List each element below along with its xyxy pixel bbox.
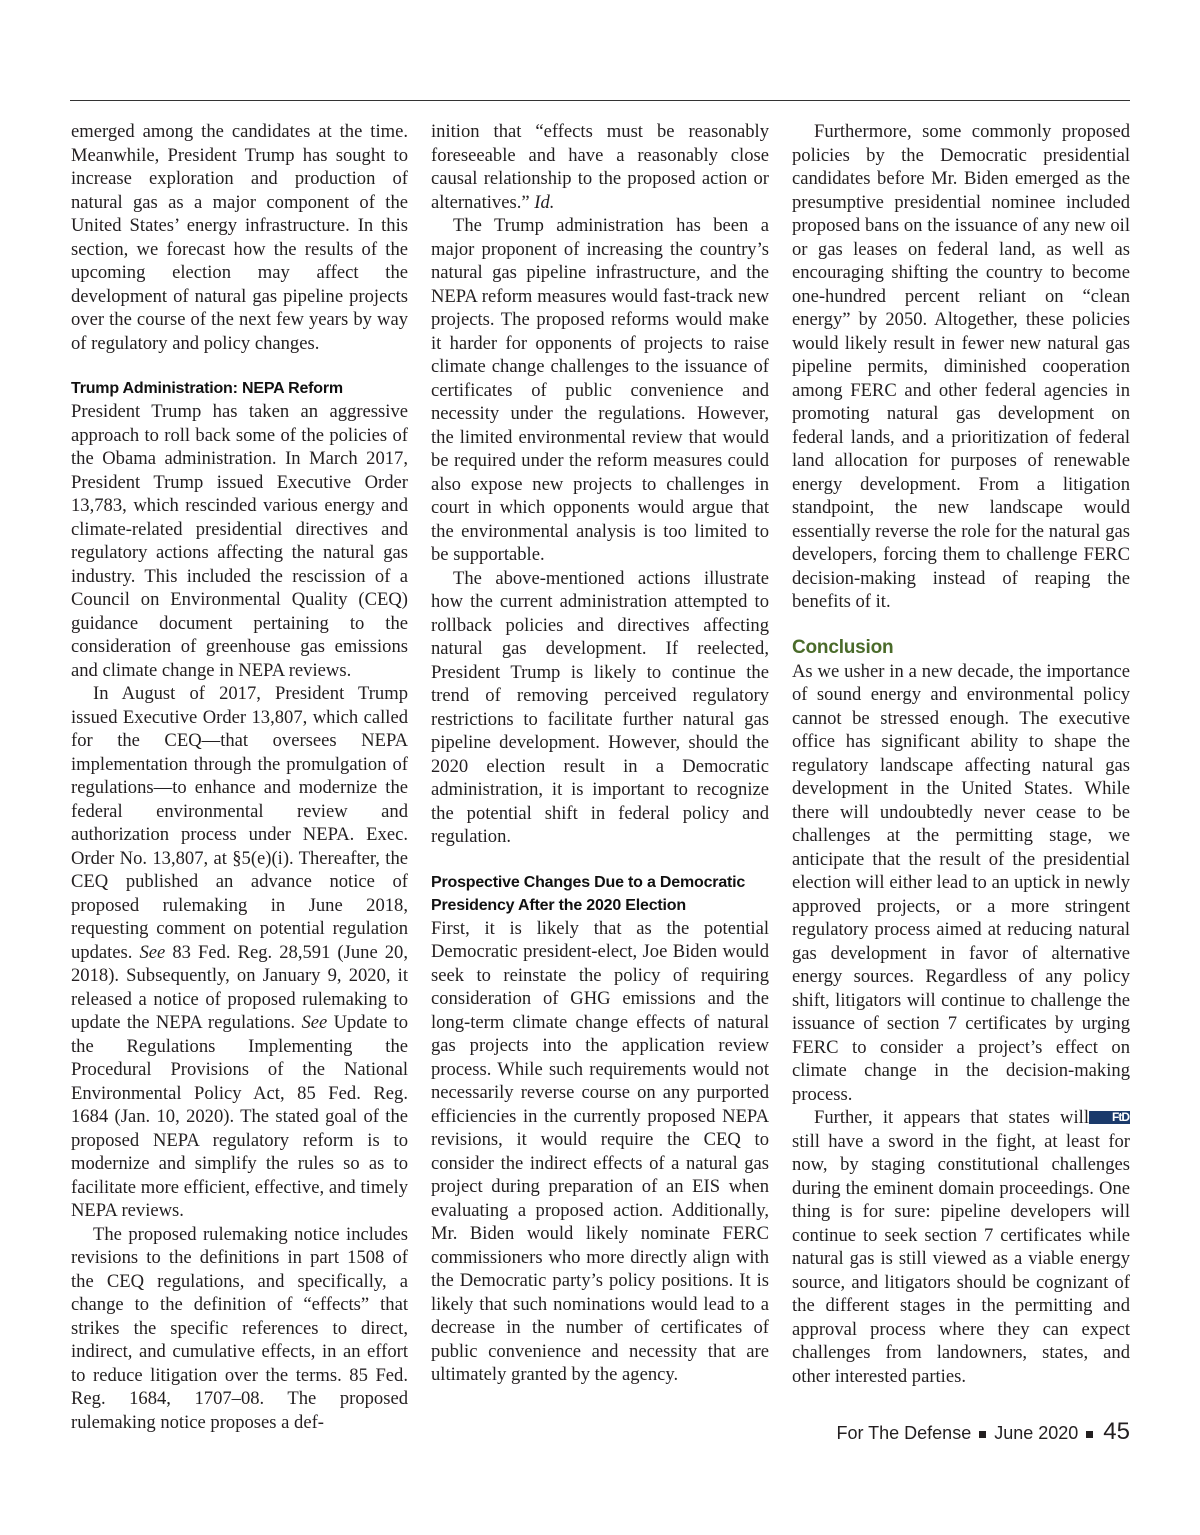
- top-rule: [70, 100, 1130, 101]
- paragraph: President Trump has taken an aggressive approach to roll back some of the policies of the Obama administration. In March 2017, President Trump issued Executive Order 13,783, which rescinded various energy and climate-related presidential directives and regulatory actions affecting the natural gas industry. This included the rescission of a Council on Environmental Quality (CEQ) guidance document pertaining to the consideration of greenhouse gas emissions and climate change in NEPA reviews.: [71, 401, 408, 681]
- paragraph: In August of 2017, President Trump issued Executive Order 13,807, which called for the CEQ—that oversees NEPA implementation through the promulgation of regulations—to enhance and modernize the federal environmental review and authorization process under NEPA. Exec. Order No. 13,807, at §5(e)(i). Thereafter, the CEQ published an advance notice of proposed rulemaking in June 2018, requesting comment on potential regulation updates. See 83 Fed. Reg. 28,591 (June 20, 2018). Subsequently, on January 9, 2020, it released a notice of proposed rulemaking to update the NEPA regulations. See Update to the Regulations Implementing the Procedural Provisions of the National Environmental Policy Act, 85 Fed. Reg. 1684 (Jan. 10, 2020). The stated goal of the proposed NEPA regulatory reform is to modernize and simplify the rules so as to facilitate more efficient, effective, and timely NEPA reviews.: [71, 683, 409, 1221]
- column-3: [792, 120, 1130, 1388]
- end-mark-logo: FtD: [1089, 1111, 1130, 1124]
- separator-square-icon: [1086, 1431, 1093, 1438]
- paragraph: The proposed rulemaking notice includes revisions to the definitions in part 1508 of the CEQ regulations, and specifically, a change to the definition of “effects” that strikes the specific references to direct, indirect, and cumulative effects, in an effort to reduce litigation over the terms. 85 Fed. Reg. 1684, 1707–08. The proposed rulemaking notice proposes a def-: [71, 1223, 408, 1433]
- paragraph: Furthermore, some commonly proposed policies by the Democratic presidential candidates before Mr. Biden emerged as the presumptive presidential nominee included proposed bans on the issuance of any new oil or gas leases on federal land, as well as encouraging shifting the country to become one-hundred percent reliant on “clean energy” by 2050. Altogether, these policies would likely result in fewer new natural gas pipeline permits, diminished cooperation among FERC and other federal agencies in promoting natural gas development on federal lands, and a prioritization of federal land allocation for purposes of renewable energy development. From a litigation standpoint, the new landscape would essentially reverse the role for the natural gas developers, forcing them to challenge FERC decision-making instead of reaping the benefits of it.: [792, 121, 1130, 612]
- page-number: 45: [1103, 1418, 1130, 1445]
- paragraph: The Trump administration has been a major proponent of increasing the country’s natural gas pipeline infrastructure, and the NEPA reform measures would fast-track new projects. The proposed reforms would make it harder for opponents of projects to raise climate change challenges to the issuance of certificates of public convenience and necessity under the regulations. However, the limited environmental review that would be required under the reform measures could also expose new projects to challenges in court in which opponents would argue that the environmental analysis is too limited to be supportable.: [431, 215, 769, 565]
- paragraph: FtD Further, it appears that states will still have a sword in the fight, at least for now, by staging constitutional challenges during the eminent domain proceedings. One thing is for sure: pipeline developers will continue to seek section 7 certificates while natural gas is still viewed as a viable energy source, and litigators should be cognizant of the different stages in the permitting and approval process where they can expect challenges from landowners, states, and other interested parties.: [792, 1107, 1130, 1387]
- page-footer: [836, 1418, 1130, 1446]
- section-heading: Prospective Changes Due to a Democratic Presidency After the 2020 Election: [431, 873, 746, 914]
- conclusion-heading: Conclusion: [792, 636, 894, 658]
- column-2: [431, 120, 769, 1387]
- paragraph: As we usher in a new decade, the importance of sound energy and environmental policy cannot be stressed enough. The executive office has significant ability to shape the regulatory landscape affecting natural gas development in the United States. While there will undoubtedly never cease to be challenges at the permitting stage, we anticipate that the result of the presidential election will either lead to an uptick in newly approved projects, or a more stringent regulatory process aimed at reducing natural gas development in favor of alternative energy sources. Regardless of any policy shift, litigators will continue to challenge the issuance of section 7 certificates by urging FERC to consider a project’s effect on climate change in the decision-making process.: [792, 660, 1130, 1105]
- issue-date: June 2020: [994, 1423, 1079, 1443]
- column-1: [71, 120, 408, 1434]
- paragraph: First, it is likely that as the potential Democratic president-elect, Joe Biden would seek to reinstate the policy of requiring consideration of GHG emissions and the long-term climate change effects of natural gas projects into the application review process. While such requirements would not necessarily reverse course on any purported efficiencies in the currently proposed NEPA revisions, it would require the CEQ to consider the indirect effects of a natural gas project during preparation of an EIS when evaluating a proposed action. Additionally, Mr. Biden would likely nominate FERC commissioners who more directly align with the Democratic party’s policy positions. It is likely that such nominations would lead to a decrease in the number of certificates of public convenience and necessity that are ultimately granted by the agency.: [431, 917, 769, 1385]
- publication-name: For The Defense: [836, 1423, 972, 1443]
- section-heading: Trump Administration: NEPA Reform: [71, 380, 343, 397]
- separator-square-icon: [979, 1431, 986, 1438]
- paragraph: emerged among the candidates at the time. Meanwhile, President Trump has sought to increase exploration and production of natural gas as a major component of the United States’ energy infrastructure. In this section, we forecast how the results of the upcoming election may affect the development of natural gas pipeline projects over the course of the next few years by way of regulatory and policy changes.: [71, 121, 408, 354]
- paragraph: inition that “effects must be reasonably foreseeable and have a reasonably close causal relationship to the proposed action or alternatives.” Id.: [431, 121, 769, 213]
- paragraph: The above-mentioned actions illustrate how the current administration attempted to rollback policies and directives affecting natural gas development. If reelected, President Trump is likely to continue the trend of removing perceived regulatory restrictions to facilitate further natural gas pipeline development. However, should the 2020 election result in a Democratic administration, it is important to recognize the potential shift in federal policy and regulation.: [431, 567, 769, 847]
